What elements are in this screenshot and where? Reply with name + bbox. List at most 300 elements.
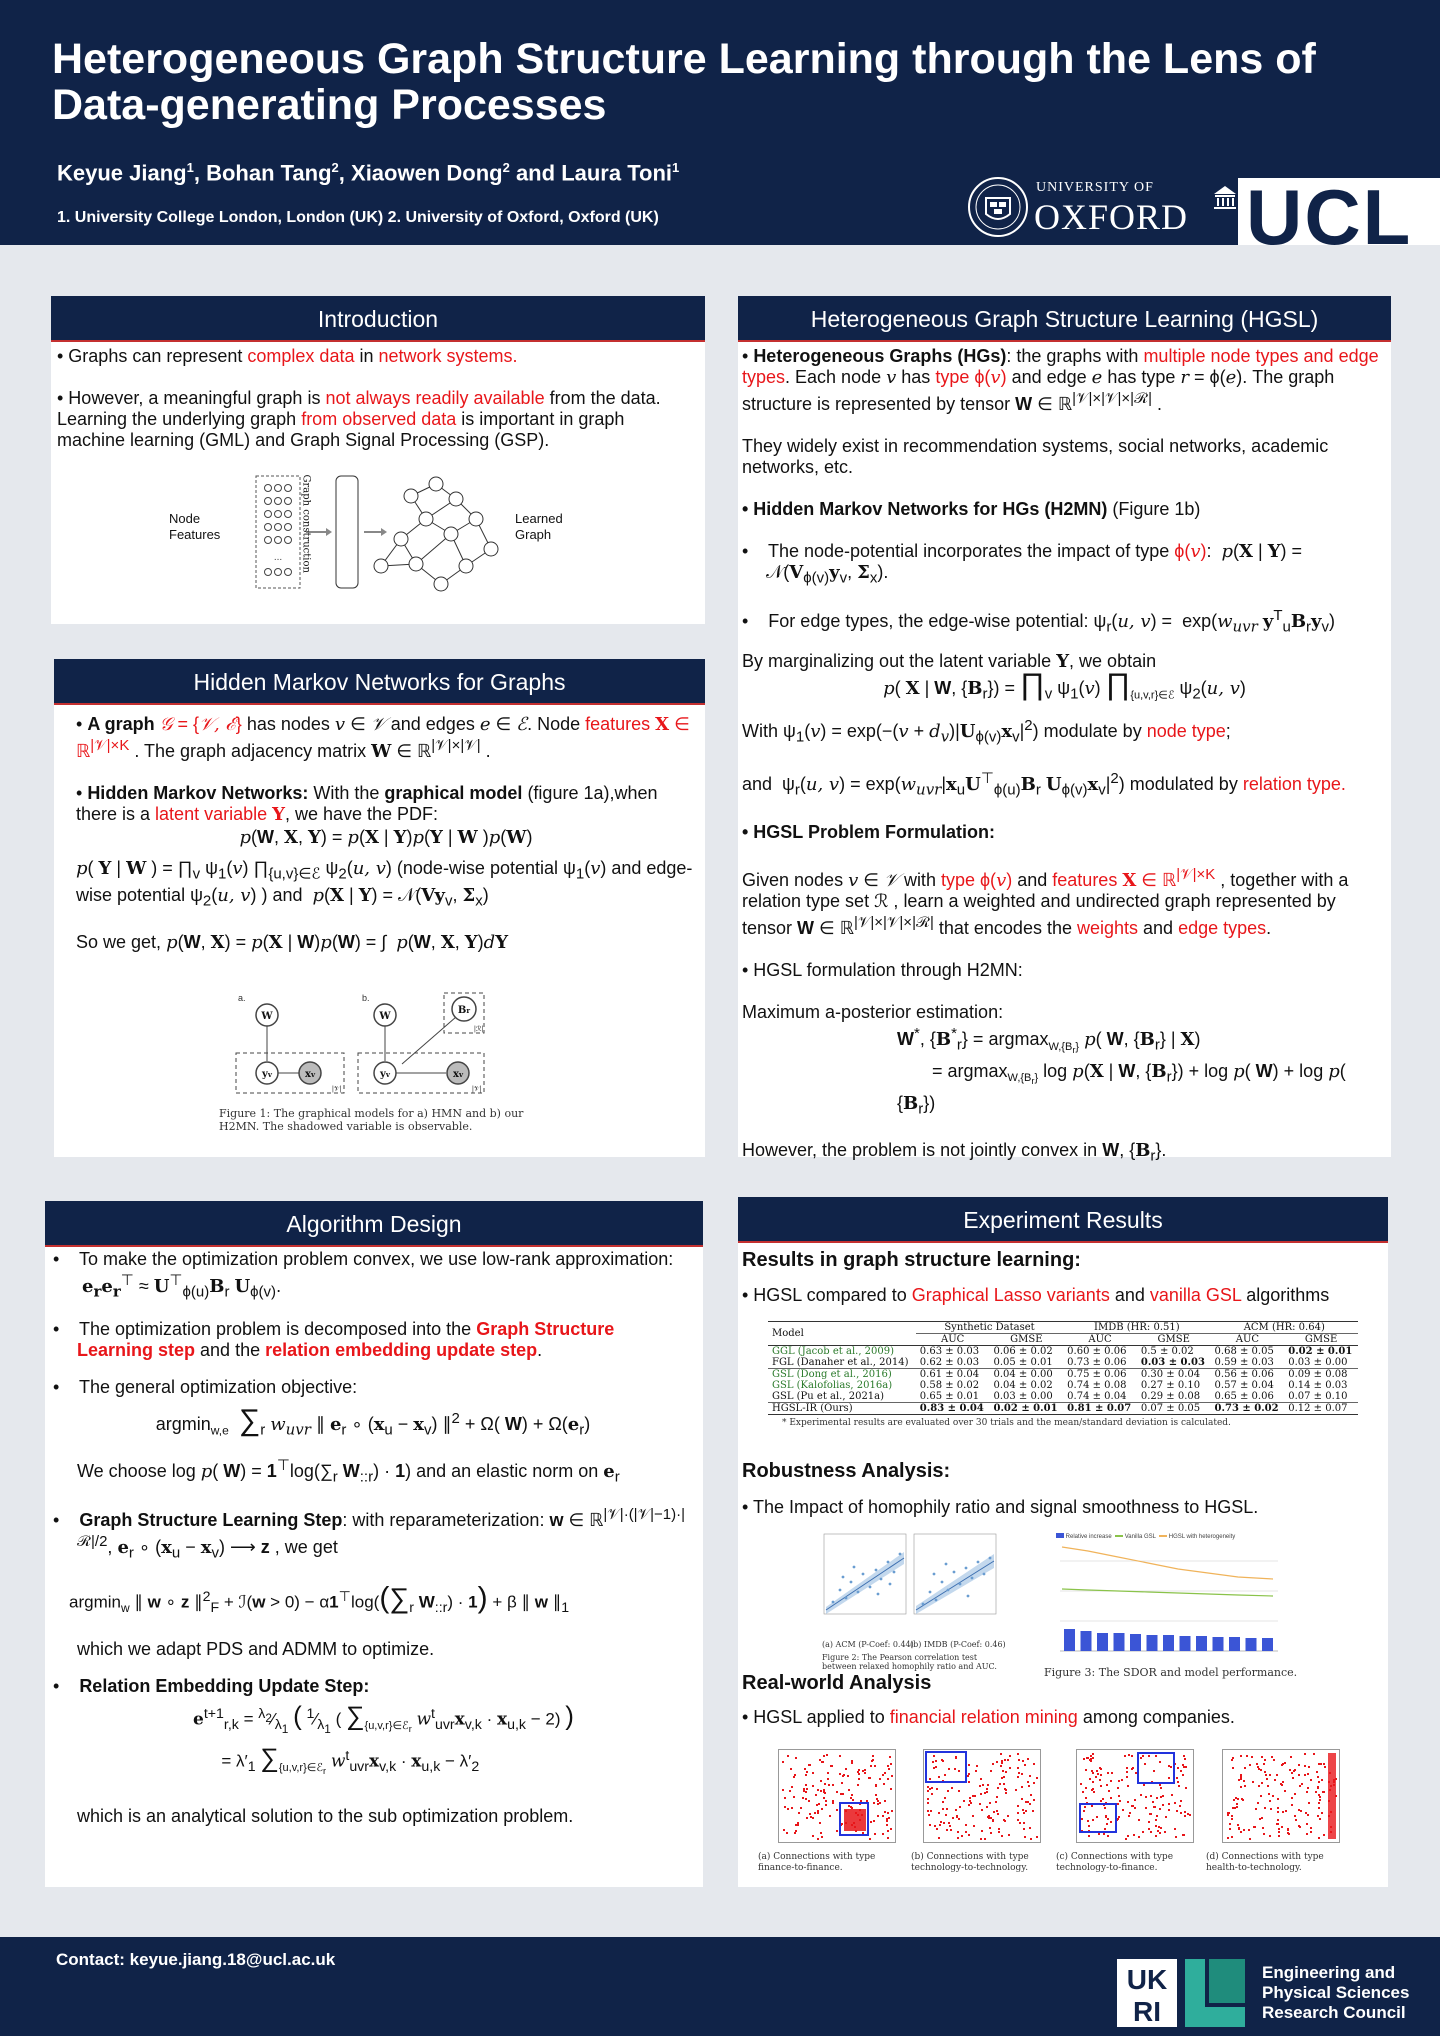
heatmap-cell [860, 1800, 862, 1802]
heatmap-cell [1022, 1809, 1024, 1811]
heatmap-cell [963, 1800, 965, 1802]
heatmap-cell [842, 1793, 844, 1795]
author-list: Keyue Jiang$^1$, Bohan Tang$^2$, Xiaowen Dong$^2$ and Laura Toni$^1$ [57, 160, 680, 186]
heatmap-cell [862, 1832, 864, 1834]
heatmap-cell [1018, 1759, 1020, 1761]
heatmap-cell [836, 1791, 838, 1793]
figure3-bar [1180, 1636, 1191, 1651]
heatmap-cell [1240, 1774, 1242, 1776]
heatmap-cell [997, 1813, 999, 1815]
heatmap-cell [1118, 1795, 1120, 1797]
heatmap-cell [1243, 1780, 1245, 1782]
heatmap-cell [884, 1811, 886, 1813]
heatmap-cell [942, 1801, 944, 1803]
heatmap-cell [1182, 1764, 1184, 1766]
funder-name: Engineering and Physical Sciences Research Council [1262, 1963, 1410, 2022]
heatmap-cell [1333, 1784, 1335, 1786]
heatmap-cell [819, 1822, 821, 1824]
heatmap-cell [851, 1824, 853, 1826]
heatmap-cell [859, 1803, 861, 1805]
heatmap-cell [1270, 1808, 1272, 1810]
affiliations: 1. University College London, London (UK) 2. University of Oxford, Oxford (UK) [57, 209, 659, 226]
heatmap-cell [1236, 1806, 1238, 1808]
heatmap-cell [829, 1815, 831, 1817]
heatmap-cell [1307, 1787, 1309, 1789]
heatmap-cell [947, 1790, 949, 1792]
heatmap-cell [990, 1817, 992, 1819]
heatmap-cell [1323, 1791, 1325, 1793]
heatmap-cell [1316, 1771, 1318, 1773]
heatmap-cell [1100, 1785, 1102, 1787]
heatmap-cell [1153, 1806, 1155, 1808]
heatmap-cell [1138, 1819, 1140, 1821]
heatmap-cell [870, 1765, 872, 1767]
heatmap-cell [1001, 1760, 1003, 1762]
heatmap-cell [992, 1819, 994, 1821]
table-row: GSL (Kalofolias, 2016a) 0.58 ± 0.02 0.04 ± 0.02 0.74 ± 0.08 0.27 ± 0.10 0.57 ± 0.04 0.14 ± 0.03 [772, 1380, 1348, 1391]
robustness-text: • The Impact of homophily ratio and signal smoothness to HGSL. [742, 1497, 1259, 1517]
heatmap-cell [1096, 1816, 1098, 1818]
heatmap-cell [795, 1824, 797, 1826]
heatmap-cell [1184, 1811, 1186, 1813]
heatmap-cell [852, 1799, 854, 1801]
heatmap-cell [1246, 1755, 1248, 1757]
heatmap-cell [827, 1778, 829, 1780]
heatmap-cell [944, 1797, 946, 1799]
heatmap-cell [1127, 1785, 1129, 1787]
heatmap-cell [1235, 1797, 1237, 1799]
heatmap-caption-d: (d) Connections with type health-to-technology. [1206, 1852, 1324, 1873]
heatmap-cell [1027, 1801, 1029, 1803]
heatmap-cell [1104, 1807, 1106, 1809]
heatmap-cell [1240, 1786, 1242, 1788]
heatmap-cell [806, 1788, 808, 1790]
heatmap-cell [839, 1755, 841, 1757]
heatmap-cell [809, 1764, 811, 1766]
heatmap-cell [1162, 1804, 1164, 1806]
heatmap-cell [1313, 1753, 1315, 1755]
heatmap-cell [946, 1829, 948, 1831]
heatmap-cell [986, 1806, 988, 1808]
heatmap-cell [793, 1796, 795, 1798]
heatmap-cell [1148, 1821, 1150, 1823]
heatmap-cell [1330, 1811, 1332, 1813]
heatmap-cell [1085, 1797, 1087, 1799]
heatmap-cell [1284, 1762, 1286, 1764]
heatmap-cell [1274, 1779, 1276, 1781]
table-row: GGL (Jacob et al., 2009) 0.63 ± 0.03 0.06 ± 0.02 0.60 ± 0.06 0.5 ± 0.02 0.68 ± 0.05 0.02 ± 0.01 [772, 1346, 1353, 1357]
heatmap-cell [1289, 1769, 1291, 1771]
figure3-chart [1048, 1541, 1288, 1663]
heatmap-cell [890, 1763, 892, 1765]
heatmap-cell [1025, 1801, 1027, 1803]
experiments-heading: Experiment Results [738, 1197, 1388, 1243]
heatmap-cell [1165, 1816, 1167, 1818]
heatmap-cell [1025, 1810, 1027, 1812]
heatmap-cell [949, 1825, 951, 1827]
heatmap-cell [1277, 1811, 1279, 1813]
heatmap-cell [1285, 1810, 1287, 1812]
heatmap-cell [995, 1801, 997, 1803]
heatmap-cell [1333, 1781, 1335, 1783]
heatmap-cell [1318, 1781, 1320, 1783]
heatmap-cell [1240, 1831, 1242, 1833]
heatmap-cell [1135, 1772, 1137, 1774]
heatmap-cell [968, 1834, 970, 1836]
heatmap-cell [1182, 1834, 1184, 1836]
heatmap-cell [968, 1764, 970, 1766]
heatmap-cell [1128, 1754, 1130, 1756]
heatmap-cell [1087, 1820, 1089, 1822]
heatmap-cell [1140, 1757, 1142, 1759]
heatmap-cell [929, 1824, 931, 1826]
heatmap-cell [858, 1773, 860, 1775]
heatmap-cell [1234, 1807, 1236, 1809]
heatmap-cell [1132, 1805, 1134, 1807]
heatmap-cell [821, 1808, 823, 1810]
heatmap-cell [1244, 1767, 1246, 1769]
svg-text:|𝒱|: |𝒱| [472, 1086, 482, 1093]
heatmap-cell [1255, 1808, 1257, 1810]
heatmap-cell [957, 1831, 959, 1833]
svg-text:W: W [261, 1011, 273, 1022]
heatmap-cell [1107, 1835, 1109, 1837]
heatmap-cell [1089, 1759, 1091, 1761]
heatmap-cell [1003, 1819, 1005, 1821]
heatmap-cell [1298, 1774, 1300, 1776]
heatmap-cell [814, 1812, 816, 1814]
heatmap-cell [1328, 1781, 1330, 1783]
heatmap-cell [847, 1775, 849, 1777]
heatmap-cell [1294, 1815, 1296, 1817]
heatmap-cell [968, 1804, 970, 1806]
heatmap-cell [836, 1830, 838, 1832]
heatmap-cell [958, 1770, 960, 1772]
heatmap-cell [1106, 1784, 1108, 1786]
heatmap-cell [820, 1790, 822, 1792]
heatmap-cell [812, 1817, 814, 1819]
heatmap-cell [1252, 1781, 1254, 1783]
heatmap-cell [887, 1830, 889, 1832]
heatmap-cell [1291, 1797, 1293, 1799]
oxford-logo: UNIVERSITY OF OXFORD [968, 172, 1188, 242]
heatmap-cell [1268, 1793, 1270, 1795]
heatmap-cell [1083, 1810, 1085, 1812]
heatmap-cell [934, 1825, 936, 1827]
heatmap-cell [786, 1832, 788, 1834]
heatmap-cell [1232, 1757, 1234, 1759]
heatmap-cell [1298, 1764, 1300, 1766]
heatmap-cell [1277, 1819, 1279, 1821]
heatmap-cell [1237, 1824, 1239, 1826]
heatmap-cell [948, 1768, 950, 1770]
experiments-panel [738, 1197, 1388, 1887]
algorithm-heading: Algorithm Design [45, 1201, 703, 1247]
heatmap-cell [874, 1833, 876, 1835]
heatmap-cell [826, 1754, 828, 1756]
heatmap-cell [797, 1822, 799, 1824]
figure3-bar [1081, 1631, 1092, 1651]
heatmap-cell [1256, 1763, 1258, 1765]
heatmap-cell [945, 1814, 947, 1816]
heatmap-cell [1111, 1772, 1113, 1774]
heatmap-cell [986, 1791, 988, 1793]
heatmap-cell [1185, 1787, 1187, 1789]
heatmap-cell [823, 1797, 825, 1799]
heatmap-cell [1253, 1826, 1255, 1828]
heatmap-cell [1088, 1825, 1090, 1827]
heatmap-cell [1009, 1767, 1011, 1769]
heatmap-cell [1318, 1807, 1320, 1809]
heatmap-cell [864, 1769, 866, 1771]
heatmap-cell [1308, 1802, 1310, 1804]
heatmap-cell [933, 1767, 935, 1769]
heatmap-cell [1110, 1821, 1112, 1823]
heatmap-cell [1231, 1836, 1233, 1838]
heatmap-cell [1159, 1832, 1161, 1834]
figure3-legend: Relative increase Vanilla GSL HGSL with heterogeneity [1056, 1533, 1235, 1540]
heatmap-cell [1004, 1759, 1006, 1761]
heatmap-cell [839, 1773, 841, 1775]
heatmap-cell [1237, 1798, 1239, 1800]
heatmap-cell [1093, 1791, 1095, 1793]
heatmap-tech-finance [1076, 1749, 1194, 1843]
heatmap-cell [1022, 1760, 1024, 1762]
heatmap-cell [782, 1761, 784, 1763]
heatmap-cell [1089, 1778, 1091, 1780]
heatmap-cell [1030, 1838, 1032, 1840]
heatmap-cell [1233, 1799, 1235, 1801]
heatmap-cell [848, 1805, 850, 1807]
heatmap-cell [1082, 1791, 1084, 1793]
heatmap-cell [857, 1784, 859, 1786]
heatmap-cell [1317, 1815, 1319, 1817]
heatmap-cell [1261, 1817, 1263, 1819]
introduction-text: • Graphs can represent complex data in network systems. • However, a meaningful graph is not always readily available from the data. Learning the underlying graph from observed data is important in graph machine learning (GML) and Graph Signal Processing (GSP). [57, 346, 661, 450]
heatmap-cell [804, 1768, 806, 1770]
heatmap-cell [1152, 1801, 1154, 1803]
heatmap-cell [1278, 1828, 1280, 1830]
heatmap-cell [943, 1822, 945, 1824]
heatmap-cell [952, 1817, 954, 1819]
heatmap-cell [1328, 1800, 1330, 1802]
heatmap-cell [997, 1787, 999, 1789]
heatmap-cell [1122, 1809, 1124, 1811]
heatmap-cell [1107, 1772, 1109, 1774]
heatmap-cell [1023, 1812, 1025, 1814]
heatmap-cell [1027, 1758, 1029, 1760]
heatmap-cell [888, 1768, 890, 1770]
svg-text:|𝒱|: |𝒱| [332, 1086, 342, 1093]
heatmap-cell [1033, 1799, 1035, 1801]
heatmap-cell [1295, 1819, 1297, 1821]
heatmap-cell [984, 1792, 986, 1794]
heatmap-cell [955, 1809, 957, 1811]
heatmap-cell [1264, 1771, 1266, 1773]
heatmap-cell [848, 1789, 850, 1791]
heatmap-cell [1243, 1829, 1245, 1831]
heatmap-cell [1310, 1779, 1312, 1781]
svg-text:RI: RI [1133, 1996, 1161, 2027]
contact-email[interactable]: Contact: keyue.jiang.18@ucl.ac.uk [56, 1950, 336, 1969]
heatmap-cell [1145, 1807, 1147, 1809]
algorithm-text: • To make the optimization problem convex, we use low-rank approximation: $e_re_r^⊤ \approx U^⊤_{\phi(u)}B_r$ $U_{\phi(v)}$. • The optimization problem is decomposed into the Graph Structure Learning step and the relation embedding update step. • The general optimization objective: argmin$_{w,e}$ $\sum_r$ $w_{uvr}$ ∥ $e_r$ ∘ $(x_u - x_v)$ ∥$^2$ + Ω( $W) + \Omega(e_r)$ We choose log p( $W) = 1^⊤\log(\sum_r$ $W_{::r}) \cdot 1$) and an elastic norm on $e_r$ • Graph Structure Learning Step: with reparameterization: w ∈ ℝ$^{|𝒱|\cdot(|𝒱|-1)\cdot|ℛ|/2}$, $e_r$ ∘ $(x_u - x_v)$ ⟶ z , we get argmin$_w$ ∥ w ∘ z ∥$^2_F$ + ℐ(w > $0) - \alpha 1^⊤\log((\sum_r$ $W_{::r}) \cdot 1) + \beta$ ∥ w $\parallel_1$ which we adapt PDS and ADMM to optimize. • Relation Embedding Update Step: $e^{t+1}_{r,k}$ = $^{\lambda_2}⁄_{\lambda_1}$ ( $^1⁄_{\lambda_1}$ ( $\sum_{\{u,v,r\}\in ℰ_r}$ $w^t_{uvr}x_{v,k} \cdot x_{u,k} - 2$) ) = $\lambda'_1$ $\sum_{\{u,v,r\}\in ℰ_r}$ $w^t_{uvr}x_{v,k} \cdot x_{u,k} - \lambda'_2$ which is an analytical solution to the sub optimization problem. [53, 1249, 685, 1826]
heatmap-cell [1229, 1823, 1231, 1825]
heatmap-cell [1005, 1792, 1007, 1794]
heatmap-cell [784, 1806, 786, 1808]
heatmap-cell [857, 1814, 859, 1816]
heatmap-cell [851, 1794, 853, 1796]
heatmap-cell [1032, 1810, 1034, 1812]
heatmap-cell [882, 1833, 884, 1835]
heatmap-cell [810, 1816, 812, 1818]
heatmap-cell [1329, 1772, 1331, 1774]
heatmap-cell [1299, 1785, 1301, 1787]
heatmap-cell [875, 1785, 877, 1787]
heatmap-cell [1097, 1773, 1099, 1775]
heatmap-cell [858, 1778, 860, 1780]
heatmap-cell [1291, 1804, 1293, 1806]
heatmap-cell [969, 1800, 971, 1802]
heatmap-cell [1180, 1800, 1182, 1802]
heatmap-cell [1102, 1798, 1104, 1800]
heatmap-cell [1008, 1834, 1010, 1836]
heatmap-cell [1001, 1835, 1003, 1837]
heatmap-cell [996, 1761, 998, 1763]
heatmap-cell [1158, 1826, 1160, 1828]
heatmap-cell [936, 1828, 938, 1830]
heatmap-cell [851, 1762, 853, 1764]
figure3-bar [1064, 1629, 1075, 1651]
heatmap-cell [1092, 1819, 1094, 1821]
heatmap-cell [1306, 1823, 1308, 1825]
figure3-bar [1163, 1635, 1174, 1651]
heatmap-cell [797, 1824, 799, 1826]
heatmap-cell [883, 1783, 885, 1785]
heatmap-cell [1168, 1809, 1170, 1811]
heatmap-cell [1277, 1807, 1279, 1809]
heatmap-cell [787, 1808, 789, 1810]
heatmap-cell [1099, 1779, 1101, 1781]
heatmap-cell [886, 1824, 888, 1826]
heatmap-cell [795, 1830, 797, 1832]
heatmap-cell [1134, 1807, 1136, 1809]
robustness-subheading: Robustness Analysis: [742, 1460, 951, 1482]
heatmap-cell [1001, 1762, 1003, 1764]
heatmap-cell [1036, 1836, 1038, 1838]
heatmap-cell [798, 1812, 800, 1814]
heatmap-cell [941, 1759, 943, 1761]
hmn-panel [54, 659, 705, 1157]
heatmap-cell [1003, 1783, 1005, 1785]
heatmap-cell [1133, 1834, 1135, 1836]
heatmap-health-tech [1222, 1749, 1340, 1843]
heatmap-cell [1269, 1774, 1271, 1776]
heatmap-cell [1318, 1794, 1320, 1796]
heatmap-cell [989, 1827, 991, 1829]
results-text: • HGSL compared to Graphical Lasso variants and vanilla GSL algorithms [742, 1285, 1330, 1305]
heatmap-cell [1306, 1791, 1308, 1793]
poster-footer [0, 1937, 1440, 2036]
heatmap-cell [968, 1781, 970, 1783]
svg-text:b.: b. [362, 993, 370, 1003]
heatmap-cell [1264, 1807, 1266, 1809]
heatmap-cell [1092, 1753, 1094, 1755]
heatmap-cell [1323, 1834, 1325, 1836]
heatmap-cell [884, 1772, 886, 1774]
results-table-wrap [768, 1321, 1358, 1429]
heatmap-cell [1281, 1826, 1283, 1828]
heatmap-cell [1278, 1835, 1280, 1837]
heatmap-cell [851, 1807, 853, 1809]
heatmap-cell [979, 1803, 981, 1805]
heatmap-cell [873, 1802, 875, 1804]
heatmap-cell [1264, 1759, 1266, 1761]
heatmap-cell [1160, 1827, 1162, 1829]
heatmap-cell [1003, 1776, 1005, 1778]
heatmap-cell [1017, 1776, 1019, 1778]
heatmap-cell [1249, 1764, 1251, 1766]
heatmap-cell [1187, 1813, 1189, 1815]
heatmap-cell [986, 1788, 988, 1790]
heatmap-cell [877, 1800, 879, 1802]
heatmap-cell [850, 1802, 852, 1804]
heatmap-cell [969, 1797, 971, 1799]
heatmap-cell [1092, 1757, 1094, 1759]
heatmap-cell [1126, 1767, 1128, 1769]
heatmap-cell [1300, 1810, 1302, 1812]
heatmap-cell [1227, 1812, 1229, 1814]
heatmap-cell [1092, 1781, 1094, 1783]
heatmap-cell [790, 1768, 792, 1770]
heatmap-cell [850, 1797, 852, 1799]
heatmap-cell [888, 1817, 890, 1819]
heatmap-cell [957, 1837, 959, 1839]
heatmap-cell [1184, 1758, 1186, 1760]
heatmap-cell [784, 1797, 786, 1799]
heatmap-finance-finance [778, 1749, 896, 1843]
heatmap-cell [988, 1817, 990, 1819]
heatmap-cell [980, 1778, 982, 1780]
heatmap-cell [1100, 1768, 1102, 1770]
heatmap-cell [1127, 1801, 1129, 1803]
heatmap-cell [1030, 1794, 1032, 1796]
heatmap-cell [1091, 1805, 1093, 1807]
heatmap-cell [855, 1830, 857, 1832]
heatmap-cell [981, 1830, 983, 1832]
heatmap-cell [1251, 1756, 1253, 1758]
heatmap-cell [927, 1786, 929, 1788]
heatmap-cell [1028, 1785, 1030, 1787]
heatmap-caption-c: (c) Connections with type technology-to-finance. [1056, 1852, 1174, 1873]
heatmap-cell [976, 1765, 978, 1767]
heatmap-cell [1168, 1765, 1170, 1767]
heatmap-cell [1304, 1765, 1306, 1767]
heatmap-cell [890, 1788, 892, 1790]
heatmap-cell [1024, 1764, 1026, 1766]
heatmap-cell [1168, 1777, 1170, 1779]
heatmap-cell [1174, 1828, 1176, 1830]
heatmap-cell [841, 1782, 843, 1784]
heatmap-cell [1330, 1826, 1332, 1828]
heatmap-cell [879, 1802, 881, 1804]
heatmap-cell [817, 1789, 819, 1791]
figure3-bar [1213, 1637, 1224, 1651]
heatmap-cell [1240, 1776, 1242, 1778]
heatmap-cell [1103, 1833, 1105, 1835]
heatmap-cell [1023, 1822, 1025, 1824]
heatmap-cell [981, 1809, 983, 1811]
